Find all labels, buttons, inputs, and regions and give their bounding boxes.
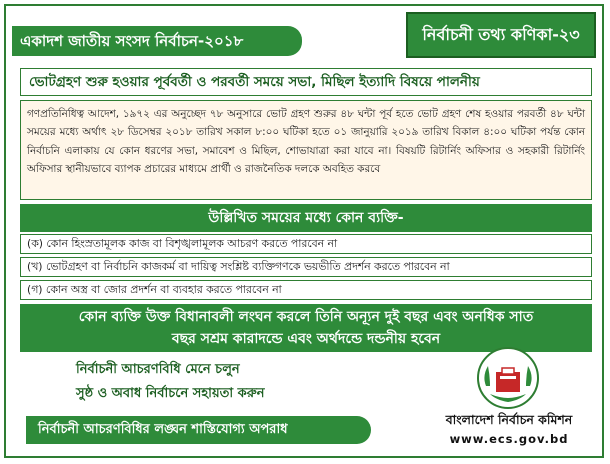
- appeal-line-2: সুষ্ঠ ও অবাধ নির্বাচনে সহায়তা করুন: [76, 386, 265, 401]
- website-link[interactable]: www.ecs.gov.bd: [449, 432, 569, 446]
- restrictions-heading: উল্লিখিত সময়ের মধ্যে কোন ব্যক্তি-: [20, 204, 592, 232]
- notice-paragraph: গণপ্রতিনিধিত্ব আদেশ, ১৯৭২ এর অনুচ্ছেদ ৭৮ অনুসারে ভোট গ্রহণ শুরুর ৪৮ ঘন্টা পূর্ব হতে ভোট গ্রহণ শেষ হওয়ার পরবর্তী ৪৮ ঘন্টা সময়ের মধ্যে অর্থাৎ ২৮ ডিসেম্বর ২০১৮ তারিখ সকাল ৮:০০ ঘটিকা হতে ০১ জানুয়ারি ২০১৯ তারিখ বিকাল ৪:০০ ঘটিকা পর্যন্ত কোন নির্বাচনি এলাকায় যে কোন ধরণের সভা, সমাবেশ ও মিছিল, শোভাযাত্রা করা যাবে না। বিষয়টি রিটার্নিং অফিসার ও সহকারী রিটার্নিং অফিসার স্থানীয়ভাবে ব্যাপক প্রচারের মাধ্যমে প্রার্থী ও রাজনৈতিক দলকে অবহিত করবে: [20, 100, 592, 200]
- info-poster: [4, 4, 604, 458]
- restriction-item: (গ) কোন অস্ত্র বা জোর প্রদর্শন বা ব্যবহার করতে পারবেন না: [20, 280, 592, 300]
- restriction-item: (ক) কোন হিংস্রতামূলক কাজ বা বিশৃঙ্খলামূলক আচরণ করতে পারবেন না: [20, 234, 592, 254]
- penalty-line-1: কোন ব্যক্তি উক্ত বিধানাবলী লংঘন করলে তিনি অন্যূন দুই বছর এবং অনধিক সাত: [78, 309, 534, 325]
- notice-heading: ভোটগ্রহণ শুরু হওয়ার পূর্ববর্তী ও পরবর্তী সময়ে সভা, মিছিল ইত্যাদি বিষয়ে পালনীয়: [20, 68, 592, 96]
- election-title: একাদশ জাতীয় সংসদ নির্বাচন-২০১৮: [12, 26, 302, 56]
- organization-name: বাংলাদেশ নির্বাচন কমিশন: [445, 412, 573, 427]
- restriction-item: (খ) ভোটগ্রহণ বা নির্বাচনি কাজকর্ম বা দায়িত্ব সংশ্লিষ্ট ব্যক্তিগণকে ভয়ভীতি প্রদর্শন করতে পারবেন না: [20, 257, 592, 277]
- header-bar: [6, 6, 602, 60]
- info-number-title: নির্বাচনী তথ্য কণিকা-২৩: [406, 12, 596, 58]
- penalty-line-2: বছর সশ্রম কারাদন্ডে এবং অর্থদন্ডে দন্ডনীয় হবেন: [171, 331, 441, 347]
- election-commission-logo-icon: [476, 346, 540, 410]
- appeal-text: [36, 358, 366, 410]
- appeal-line-1: নির্বাচনী আচরণবিধি মেনে চলুন: [76, 362, 240, 377]
- penalty-notice: [20, 304, 592, 352]
- violation-warning: নির্বাচনী আচরণবিধির লঙ্ঘন শাস্তিযোগ্য অপরাধ: [26, 416, 371, 444]
